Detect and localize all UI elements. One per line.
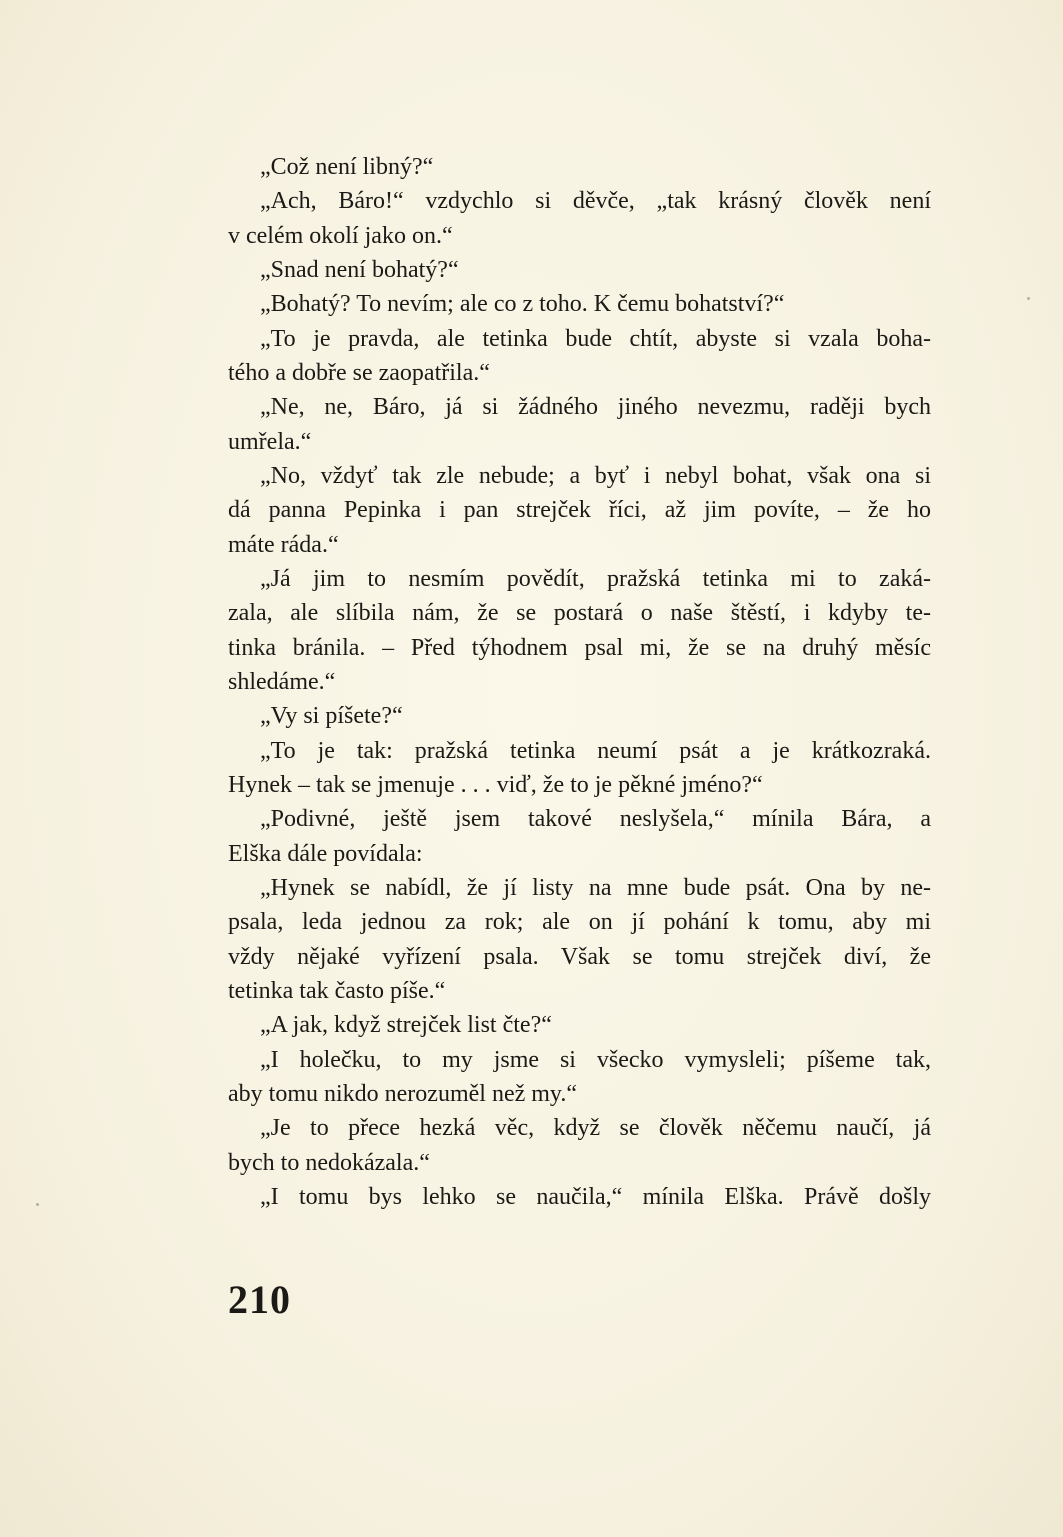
- text-line: „Bohatý? To nevím; ale co z toho. K čemu bohatství?“: [260, 291, 785, 318]
- text-line: „Snad není bohatý?“: [260, 256, 459, 283]
- text-line: „Hynek se nabídl, že jí listy na mne bude psát. Ona by ne-: [260, 874, 931, 901]
- text-line: „To je pravda, ale tetinka bude chtít, abyste si vzala boha-: [260, 325, 931, 352]
- text-line: shledáme.“: [228, 668, 336, 695]
- text-line: vždy nějaké vyřízení psala. Však se tomu strejček diví, že: [228, 943, 931, 970]
- text-line: aby tomu nikdo nerozuměl než my.“: [228, 1080, 578, 1107]
- body-text: [228, 150, 931, 1214]
- paper-speck: [36, 1203, 39, 1206]
- text-line: „Ne, ne, Báro, já si žádného jiného nevezmu, raději bych: [260, 394, 931, 421]
- text-line: máte ráda.“: [228, 531, 339, 558]
- text-line: „Je to přece hezká věc, když se člověk něčemu naučí, já: [260, 1115, 931, 1142]
- text-line: „I tomu bys lehko se naučila,“ mínila Elška. Právě došly: [260, 1183, 931, 1210]
- text-line: „No, vždyť tak zle nebude; a byť i nebyl bohat, však ona si: [260, 462, 931, 489]
- text-line: „Ach, Báro!“ vzdychlo si děvče, „tak krásný člověk není: [260, 188, 931, 215]
- text-line: „Což není libný?“: [260, 154, 434, 180]
- text-line: tého a dobře se zaopatřila.“: [228, 359, 490, 386]
- text-line: „To je tak: pražská tetinka neumí psát a je krátkozraká.: [260, 737, 931, 764]
- text-line: v celém okolí jako on.“: [228, 222, 453, 249]
- text-line: Hynek – tak se jmenuje . . . viď, že to je pěkné jméno?“: [228, 771, 763, 798]
- text-line: „A jak, když strejček list čte?“: [260, 1012, 552, 1039]
- text-line: psala, leda jednou za rok; ale on jí pohání k tomu, aby mi: [228, 909, 931, 936]
- paper-speck: [1027, 297, 1030, 300]
- text-line: „Já jim to nesmím povědít, pražská tetinka mi to zaká-: [260, 565, 931, 592]
- text-line: „I holečku, to my jsme si všecko vymysleli; píšeme tak,: [260, 1046, 931, 1073]
- text-line: bych to nedokázala.“: [228, 1149, 430, 1176]
- text-line: zala, ale slíbila nám, že se postará o naše štěstí, i kdyby te-: [228, 600, 931, 627]
- text-line: dá panna Pepinka i pan strejček říci, až jim povíte, – že ho: [228, 497, 931, 524]
- text-line: „Vy si píšete?“: [260, 703, 403, 730]
- text-line: tetinka tak často píše.“: [228, 977, 446, 1004]
- text-line: Elška dále povídala:: [228, 840, 423, 867]
- text-line: tinka bránila. – Před týhodnem psal mi, že se na druhý měsíc: [228, 634, 931, 661]
- page-number: 210: [228, 1277, 291, 1322]
- text-line: „Podivné, ještě jsem takové neslyšela,“ mínila Bára, a: [260, 806, 931, 833]
- text-line: umřela.“: [228, 428, 312, 455]
